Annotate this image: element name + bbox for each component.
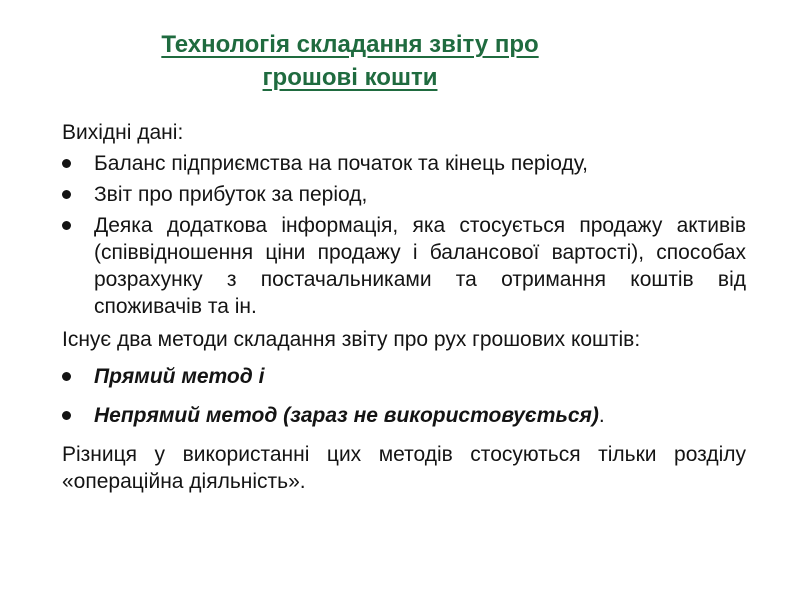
source-data-heading: Вихідні дані: [62,121,184,144]
list-item [62,212,746,320]
list-item-text: Баланс підприємства на початок та кінець періоду, [94,152,588,175]
methods-list [62,363,746,429]
bullet-icon [62,159,71,168]
list-item [62,402,746,429]
method-indirect: Непрямий метод (зараз не використовується) [94,404,599,427]
list-item-text: Звіт про прибуток за період, [94,183,368,206]
method-indirect-tail: . [598,404,605,427]
slide-title-line-1: Технологія складання звіту про [161,31,539,58]
methods-intro: Існує два методи складання звіту про рух грошових коштів: [62,328,641,351]
slide-title [0,28,700,94]
list-item [62,363,746,390]
bullet-icon [62,372,71,381]
slide-body [62,119,746,501]
slide-title-line-2: грошові кошти [262,64,438,91]
method-direct: Прямий метод і [94,365,265,388]
bullet-icon [62,221,71,230]
bullet-icon [62,190,71,199]
list-item-text: Деяка додаткова інформація, яка стосується продажу активів (співвідношення ціни продажу і балансової вартості), способах розрахунку з постачальниками та отримання коштів від споживачів та ін. [94,214,746,318]
list-item [62,181,746,208]
bullet-icon [62,411,71,420]
source-data-list [62,150,746,320]
conclusion-text: Різниця у використанні цих методів стосуються тільки розділу «операційна діяльність». [62,443,746,493]
list-item [62,150,746,177]
